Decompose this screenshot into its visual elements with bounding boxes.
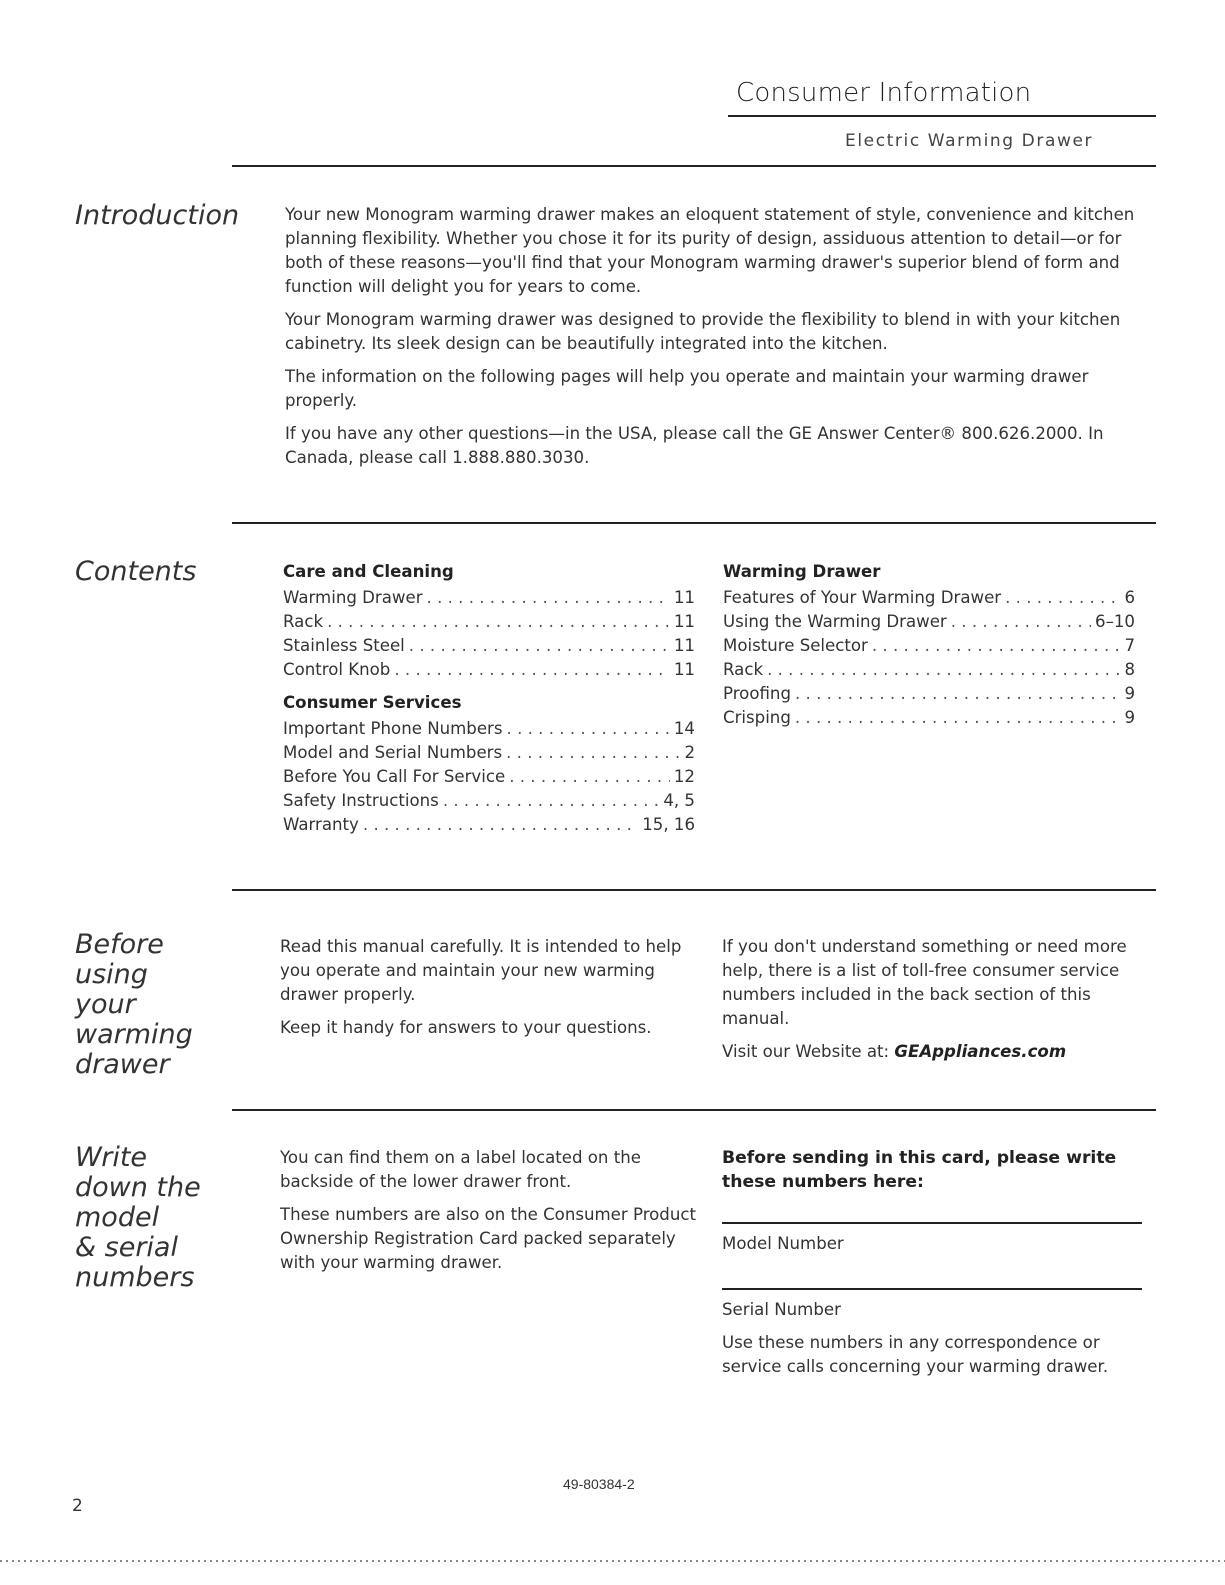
heading-line: warming — [75, 1019, 193, 1050]
toc-entry — [723, 610, 1135, 634]
toc-leader-dots — [507, 717, 670, 741]
heading-line: numbers — [75, 1262, 195, 1293]
toc-entry-page: 12 — [673, 767, 695, 786]
toc-leader-dots — [363, 813, 638, 837]
toc-entry — [723, 706, 1135, 730]
divider — [232, 522, 1156, 524]
page-number: 2 — [72, 1496, 83, 1516]
write-down-heading — [75, 1143, 201, 1293]
before-left-column — [280, 935, 690, 1049]
intro-paragraph: Your new Monogram warming drawer makes an eloquent statement of style, convenience and kitchen planning flexibility. Whether you chose it for its purity of design, assiduous attention to detail—or for both of these reasons—you'll find that your Monogram warming drawer's superior blend of form and function will delight you for years to come. — [285, 205, 1135, 296]
body-paragraph: These numbers are also on the Consumer Product Ownership Registration Card packed separately with your warming drawer. — [280, 1205, 696, 1272]
website-prefix: Visit our Website at: — [722, 1042, 895, 1061]
toc-entry-page: 15, 16 — [642, 815, 695, 834]
contents-right-column — [723, 560, 1135, 730]
header-rule — [728, 115, 1156, 117]
toc-leader-dots — [327, 610, 670, 634]
toc-entry-label: Rack — [283, 612, 324, 631]
scan-edge — [0, 1560, 1225, 1562]
toc-entry — [283, 658, 695, 682]
toc-entry — [283, 610, 695, 634]
toc-leader-dots — [427, 586, 670, 610]
toc-entry-label: Using the Warming Drawer — [723, 612, 947, 631]
before-using-heading — [75, 930, 193, 1080]
toc-entry — [723, 682, 1135, 706]
toc-entry-label: Important Phone Numbers — [283, 719, 503, 738]
toc-entry-page: 9 — [1124, 708, 1135, 727]
toc-list — [723, 586, 1135, 730]
model-number-label: Model Number — [722, 1234, 844, 1253]
section-subtitle: Electric Warming Drawer — [845, 131, 1094, 151]
heading-line: model — [75, 1202, 160, 1233]
toc-entry — [283, 765, 695, 789]
before-right-column — [722, 935, 1142, 1073]
toc-leader-dots — [795, 682, 1120, 706]
toc-entry-page: 11 — [673, 588, 695, 607]
toc-entry — [723, 658, 1135, 682]
toc-section-title: Consumer Services — [283, 693, 462, 712]
serial-number-line[interactable] — [722, 1288, 1142, 1290]
toc-entry — [283, 586, 695, 610]
toc-entry-label: Moisture Selector — [723, 636, 868, 655]
body-paragraph: If you don't understand something or need more help, there is a list of toll-free consumer service numbers included in the back section of this manual. — [722, 937, 1127, 1028]
body-paragraph: You can find them on a label located on the backside of the lower drawer front. — [280, 1148, 641, 1191]
card-instruction: Before sending in this card, please write these numbers here: — [722, 1148, 1117, 1192]
toc-leader-dots — [506, 741, 680, 765]
serial-number-label: Serial Number — [722, 1300, 841, 1319]
toc-entry-label: Proofing — [723, 684, 791, 703]
toc-entry-label: Stainless Steel — [283, 636, 405, 655]
write-down-right-column — [722, 1146, 1144, 1388]
section-title: Consumer Information — [736, 78, 1032, 108]
toc-entry-label: Before You Call For Service — [283, 767, 506, 786]
body-paragraph: Read this manual carefully. It is intended to help you operate and maintain your new warming drawer properly. — [280, 937, 682, 1004]
heading-line: drawer — [75, 1049, 170, 1080]
introduction-heading: Introduction — [75, 200, 240, 231]
model-number-line[interactable] — [722, 1222, 1142, 1224]
toc-entry-page: 6 — [1124, 588, 1135, 607]
divider — [232, 889, 1156, 891]
toc-section-title: Care and Cleaning — [283, 562, 454, 581]
toc-entry-page: 8 — [1124, 660, 1135, 679]
toc-entry-page: 14 — [673, 719, 695, 738]
heading-line: using — [75, 959, 148, 990]
divider — [232, 1109, 1156, 1111]
intro-paragraph: The information on the following pages will help you operate and maintain your warming drawer properly. — [285, 367, 1089, 410]
toc-entry-label: Warming Drawer — [283, 588, 423, 607]
toc-leader-dots — [1005, 586, 1120, 610]
toc-entry-label: Rack — [723, 660, 764, 679]
heading-line: Write — [75, 1142, 148, 1173]
toc-entry-label: Model and Serial Numbers — [283, 743, 503, 762]
intro-paragraph: Your Monogram warming drawer was designed to provide the flexibility to blend in with your kitchen cabinetry. Its sleek design can be beautifully integrated into the kitchen. — [285, 310, 1121, 353]
body-paragraph: Use these numbers in any correspondence or service calls concerning your warming drawer. — [722, 1333, 1109, 1376]
toc-leader-dots — [951, 610, 1091, 634]
toc-entry-page: 11 — [673, 636, 695, 655]
website-line — [722, 1040, 1142, 1064]
document-number: 49-80384-2 — [563, 1476, 635, 1492]
toc-leader-dots — [795, 706, 1121, 730]
heading-line: & serial — [75, 1232, 178, 1263]
toc-entry — [723, 634, 1135, 658]
toc-entry — [723, 586, 1135, 610]
toc-entry-label: Control Knob — [283, 660, 391, 679]
toc-section-title: Warming Drawer — [723, 562, 881, 581]
toc-entry — [283, 717, 695, 741]
toc-entry-page: 4, 5 — [663, 791, 695, 810]
toc-leader-dots — [443, 789, 660, 813]
toc-entry-label: Warranty — [283, 815, 359, 834]
toc-entry-page: 2 — [684, 743, 695, 762]
heading-line: Before — [75, 929, 164, 960]
toc-entry-page: 9 — [1124, 684, 1135, 703]
toc-entry — [283, 634, 695, 658]
contents-left-column — [283, 560, 695, 837]
toc-leader-dots — [872, 634, 1121, 658]
toc-leader-dots — [409, 634, 670, 658]
toc-entry-page: 11 — [673, 612, 695, 631]
toc-entry-page: 6–10 — [1095, 612, 1135, 631]
toc-entry — [283, 741, 695, 765]
body-paragraph: Keep it handy for answers to your questions. — [280, 1018, 652, 1037]
heading-line: your — [75, 989, 136, 1020]
toc-entry-label: Features of Your Warming Drawer — [723, 588, 1002, 607]
toc-entry-label: Safety Instructions — [283, 791, 439, 810]
toc-leader-dots — [509, 765, 670, 789]
toc-list — [283, 717, 695, 837]
toc-entry — [283, 789, 695, 813]
write-down-left-column — [280, 1146, 700, 1284]
contents-heading: Contents — [75, 556, 197, 587]
toc-entry-page: 11 — [673, 660, 695, 679]
toc-leader-dots — [767, 658, 1120, 682]
toc-entry-page: 7 — [1124, 636, 1135, 655]
intro-paragraph: If you have any other questions—in the USA, please call the GE Answer Center® 800.626.2000. In Canada, please call 1.888.880.3030. — [285, 424, 1104, 467]
introduction-body — [285, 203, 1155, 479]
toc-leader-dots — [394, 658, 670, 682]
toc-entry-label: Crisping — [723, 708, 791, 727]
heading-line: down the — [75, 1172, 201, 1203]
toc-list — [283, 586, 695, 682]
website-link[interactable]: GEAppliances.com — [894, 1042, 1067, 1061]
divider — [232, 165, 1156, 167]
toc-entry — [283, 813, 695, 837]
